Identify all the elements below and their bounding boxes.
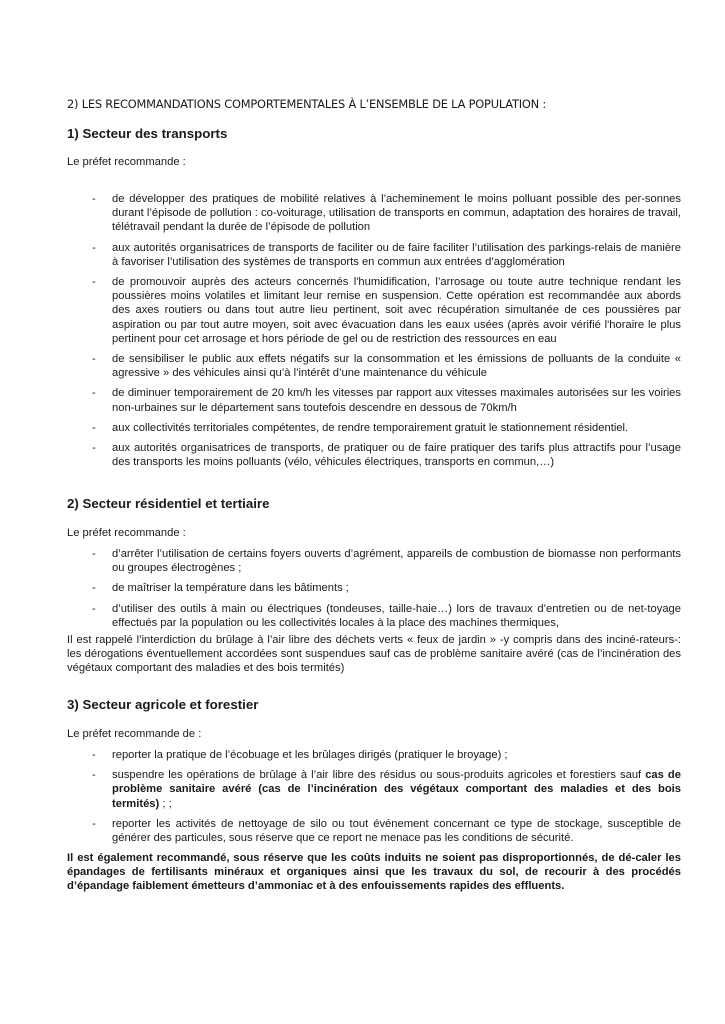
list-item: - aux autorités organisatrices de transports, de pratiquer ou de faire pratiquer des tarifs plus attractifs pour l’usage des transports les moins polluants (vélo, véhicules électriques, transports en commun,…): [92, 441, 681, 469]
residentiel-recommendations-list: [92, 547, 681, 630]
list-item: - aux autorités organisatrices de transports de faciliter ou de faire faciliter l’utilisation des parkings-relais de manière à favoriser l’utilisation des systèmes de transports en commun aux entrées d’agglomération: [92, 241, 681, 269]
list-item: - de diminuer temporairement de 20 km/h les vitesses par rapport aux vitesses maximales autorisées sur les voiries non-urbaines sur le département sans toutefois descendre en dessous de 70km/h: [92, 386, 681, 414]
agricole-recommendations-list: [92, 748, 681, 845]
epandage-note: Il est également recommandé, sous réserve que les coûts induits ne soient pas disproportionnés, de dé-caler les épandages de fertilisants minéraux et organiques ainsi que les travaux du sol, de recourir à des procédés d’épandage faiblement émetteurs d’ammoniac et à des enfouissements rapides des effluents.: [67, 852, 681, 893]
section-intro-residentiel: Le préfet recommande :: [67, 527, 186, 539]
list-item-text: suspendre les opérations de brûlage à l’air libre des résidus ou sous-produits agricoles et forestiers sauf: [112, 769, 646, 782]
list-item: - d’arrêter l’utilisation de certains foyers ouverts d’agrément, appareils de combustion de biomasse non performants ou groupes électrogènes ;: [92, 547, 681, 575]
brulage-note: Il est rappelé l’interdiction du brûlage à l’air libre des déchets verts « feux de jardin » -y compris dans des inciné-rateurs-: les dérogations éventuellement accordées sont suspendues sauf cas de problème sanitaire avéré (cas de l’incinération des végétaux comportant des maladies et des bois termités): [67, 634, 681, 675]
list-item: - de sensibiliser le public aux effets négatifs sur la consommation et les émissions de polluants de la conduite « agressive » des véhicules ainsi qu’à l’intérêt d’une maintenance du véhicule: [92, 352, 681, 380]
list-item: - de maîtriser la température dans les bâtiments ;: [92, 581, 681, 595]
list-item: - reporter les activités de nettoyage de silo ou tout événement concernant ce type de stockage, susceptible de générer des particules, sous réserve que ce report ne menace pas les conditions de sécurité.: [92, 817, 681, 845]
list-item: - d’utiliser des outils à main ou électriques (tondeuses, taille-haie…) lors de travaux d’entretien ou de net-toyage effectués par la population ou les collectivités locales à la place des machines thermiques,: [92, 602, 681, 630]
main-title: 2) LES RECOMMANDATIONS COMPORTEMENTALES À L’ENSEMBLE DE LA POPULATION :: [67, 97, 547, 111]
list-item: - de développer des pratiques de mobilité relatives à l’acheminement le moins polluant possible des per-sonnes durant l’épisode de pollution : co-voiturage, utilisation de transports en commun, adaptation des horaires de travail, télétravail pendant la durée de l’épisode de pollution: [92, 192, 681, 235]
list-item-bold-text: cas de problème sanitaire avéré (cas de l’incinération des végétaux comportant des maladies et des bois termités): [112, 769, 681, 810]
section-intro-agricole: Le préfet recommande de :: [67, 728, 202, 740]
section-title-residentiel: 2) Secteur résidentiel et tertiaire: [67, 496, 270, 511]
transports-recommendations-list: [92, 192, 681, 469]
section-intro-transports: Le préfet recommande :: [67, 156, 186, 168]
list-item: - aux collectivités territoriales compétentes, de rendre temporairement gratuit le stationnement résidentiel.: [92, 421, 681, 435]
list-item: [92, 768, 681, 811]
list-item-tail: ; ;: [159, 797, 172, 810]
section-title-transports: 1) Secteur des transports: [67, 126, 228, 141]
list-item: - de promouvoir auprès des acteurs concernés l'humidification, l’arrosage ou toute autre technique rendant les poussières moins volatiles et limitant leur remise en suspension. Cette opération est recommandée aux abords des axes routiers ou dans tout autre lieu pertinent, soit avec récupération simultanée de ces poussières par aspiration ou par tout autre moyen, soit avec évacuation dans les eaux usées (après avoir vérifié l'horaire le plus pertinent pour cet arrosage et hors période de gel ou de restriction des ressources en eau: [92, 275, 681, 346]
section-title-agricole: 3) Secteur agricole et forestier: [67, 697, 259, 712]
list-item: - reporter la pratique de l’écobuage et les brûlages dirigés (pratiquer le broyage) ;: [92, 748, 681, 762]
